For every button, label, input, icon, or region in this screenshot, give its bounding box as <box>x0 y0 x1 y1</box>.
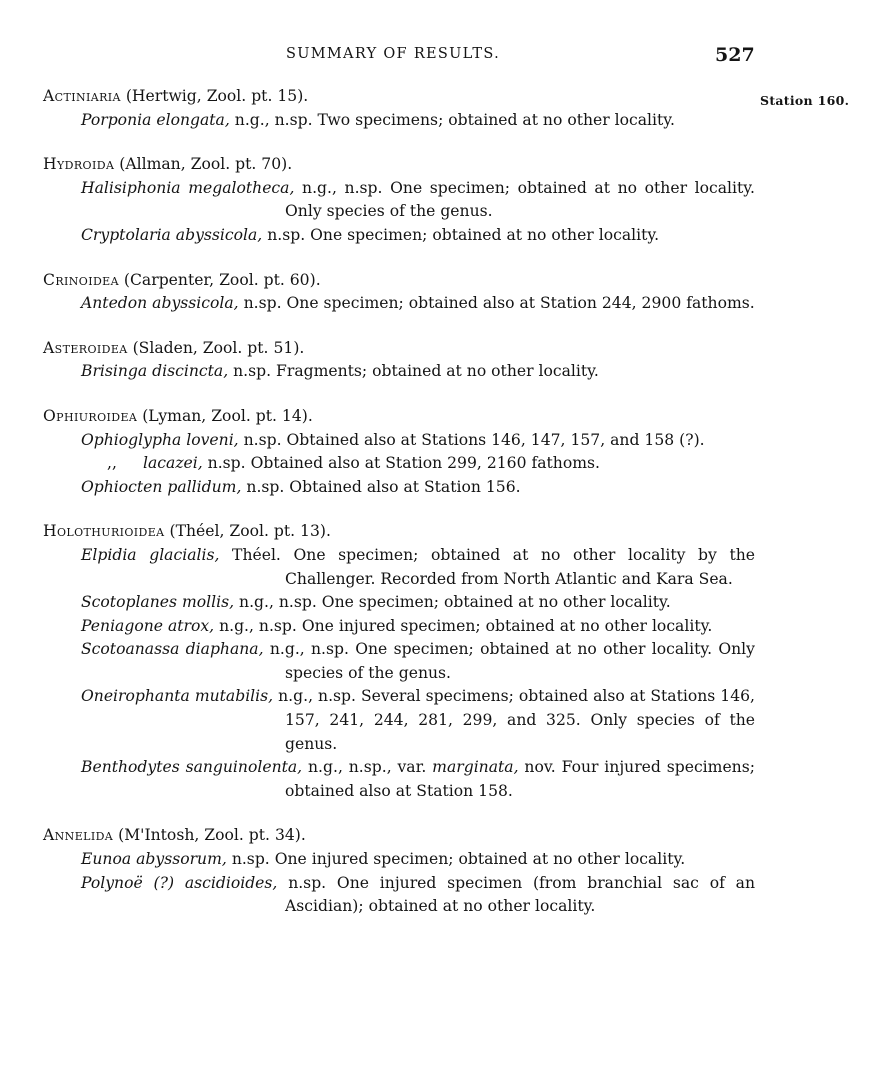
species-entry <box>81 109 755 133</box>
taxon-reference: (Hertwig, Zool. pt. 15). <box>125 87 309 105</box>
taxon-name: Ophiuroidea <box>43 406 138 425</box>
taxon-heading <box>43 405 755 429</box>
species-entry <box>81 476 755 500</box>
taxon-reference: (Allman, Zool. pt. 70). <box>119 155 293 174</box>
taxon-name: Hydroida <box>43 155 115 174</box>
species-notes: n.sp. Obtained also at Station 299, 2160 fathoms. <box>207 454 600 473</box>
species-name: Benthodytes sanguinolenta, <box>81 758 303 777</box>
species-name: Elpidia glacialis, <box>81 545 220 564</box>
species-name: Ophioglypha loveni, <box>81 430 239 449</box>
taxon-group <box>43 337 755 384</box>
species-notes: n.g., n.sp. One injured specimen; obtained at no other locality. <box>219 616 713 635</box>
taxon-heading <box>43 85 755 109</box>
species-notes: n.sp. One specimen; obtained also at Station 244, 2900 fathoms. <box>243 294 755 313</box>
species-name: Cryptolaria abyssicola, <box>81 225 263 244</box>
taxon-heading <box>43 520 755 544</box>
species-entry <box>81 224 755 248</box>
taxon-group <box>43 153 755 247</box>
station-label: Station 160. <box>760 93 850 108</box>
species-entry <box>81 756 755 803</box>
species-name: Halisiphonia megalotheca, <box>81 178 295 197</box>
taxon-heading <box>43 269 755 293</box>
taxon-group <box>43 269 755 316</box>
species-notes: n.sp. One injured specimen; obtained at no other locality. <box>231 850 686 869</box>
species-name: Porponia elongata, <box>81 110 230 129</box>
taxon-heading <box>43 824 755 848</box>
species-name: Oneirophanta mutabilis, <box>81 687 274 706</box>
species-notes: n.g., n.sp., var. <box>308 758 427 777</box>
species-notes: n.g., n.sp. One specimen; obtained at no other locality. <box>239 593 671 612</box>
taxon-heading <box>43 337 755 361</box>
species-notes: n.g., n.sp. One specimen; obtained at no other locality. Only species of the genus. <box>269 640 755 682</box>
taxon-reference: (Sladen, Zool. pt. 51). <box>132 338 305 357</box>
taxon-reference: (Théel, Zool. pt. 13). <box>169 522 331 541</box>
species-name: Brisinga discincta, <box>81 362 229 381</box>
species-entry <box>81 544 755 591</box>
species-notes: n.sp. Obtained also at Stations 146, 147, 157, and 158 (?). <box>243 430 705 449</box>
species-entry <box>81 848 755 872</box>
running-head: SUMMARY OF RESULTS. <box>286 46 501 62</box>
species-entry <box>81 591 755 615</box>
species-notes: n.g., n.sp. One specimen; obtained at no other locality. Only species of the genus. <box>285 178 755 221</box>
species-notes: n.sp. One specimen; obtained at no other locality. <box>267 225 660 244</box>
taxon-heading <box>43 153 755 177</box>
species-entry <box>81 177 755 224</box>
ditto-mark: ,, <box>107 454 117 473</box>
species-notes: n.sp. Obtained also at Station 156. <box>246 477 521 496</box>
species-notes: n.g., n.sp. Several specimens; obtained also at Stations 146, 157, 241, 244, 281, 299, and 325. Only species of the genus. <box>278 687 755 753</box>
results-list <box>43 85 755 919</box>
taxon-reference: (M'Intosh, Zool. pt. 34). <box>118 826 306 845</box>
page-number: 527 <box>715 44 755 66</box>
taxon-name: Crinoidea <box>43 270 119 289</box>
species-notes: Théel. One specimen; obtained at no other locality by the Challenger. Recorded from North Atlantic and Kara Sea. <box>232 545 755 588</box>
variety-name: marginata, <box>432 758 519 777</box>
species-notes: n.sp. One injured specimen (from branchial sac of an Ascidian); obtained at no other locality. <box>285 873 755 916</box>
taxon-group <box>43 824 755 918</box>
species-name: Eunoa abyssorum, <box>81 850 227 869</box>
taxon-group <box>43 405 755 499</box>
species-notes: n.g., n.sp. Two specimens; obtained at no other locality. <box>234 110 675 129</box>
species-entry <box>81 429 755 453</box>
taxon-reference: (Lyman, Zool. pt. 14). <box>142 406 313 425</box>
species-entry <box>81 452 755 476</box>
species-entry <box>81 292 755 316</box>
taxon-name: Asteroidea <box>43 338 128 357</box>
taxon-name: Actiniaria <box>43 87 121 105</box>
taxon-name: Holothurioidea <box>43 522 165 541</box>
species-entry <box>81 615 755 639</box>
species-name: Scotoanassa diaphana, <box>81 640 264 659</box>
taxon-name: Annelida <box>43 826 114 845</box>
species-notes: n.sp. Fragments; obtained at no other locality. <box>233 362 599 381</box>
taxon-group <box>43 85 755 132</box>
species-name: lacazei, <box>143 454 203 473</box>
species-name: Antedon abyssicola, <box>81 294 239 313</box>
species-entry <box>81 638 755 685</box>
taxon-reference: (Carpenter, Zool. pt. 60). <box>123 270 321 289</box>
species-notes-cont: nov. Four injured specimens; obtained also at Station 158. <box>285 758 755 800</box>
species-name: Ophiocten pallidum, <box>81 477 242 496</box>
species-entry <box>81 872 755 919</box>
species-name: Polynoë (?) ascidioides, <box>81 873 278 892</box>
species-name: Peniagone atrox, <box>81 616 215 635</box>
taxon-group <box>43 520 755 803</box>
species-entry <box>81 685 755 756</box>
species-name: Scotoplanes mollis, <box>81 593 235 612</box>
species-entry <box>81 360 755 384</box>
